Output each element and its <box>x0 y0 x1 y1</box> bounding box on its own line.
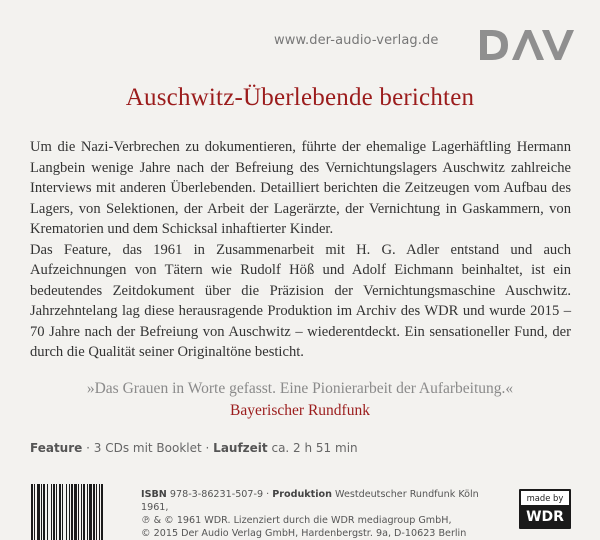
review-source: Bayerischer Rundfunk <box>230 402 370 419</box>
publisher-url[interactable]: www.der-audio-verlag.de <box>274 33 439 48</box>
product-info <box>30 441 575 455</box>
media-info: 3 CDs mit Booklet <box>93 441 202 455</box>
credits-line-3: © 2015 Der Audio Verlag GmbH, Hardenbergstr. 9a, D-10623 Berlin <box>141 528 467 539</box>
dav-logo-icon <box>478 28 574 62</box>
credits <box>141 488 506 540</box>
description <box>30 137 571 363</box>
runtime-label: Laufzeit <box>213 441 268 455</box>
production-value: Westdeutscher Rundfunk Köln 1961, <box>141 489 479 513</box>
page-title: Auschwitz-Überlebende berichten <box>125 84 475 111</box>
separator: · <box>201 441 214 455</box>
made-by-label: made by <box>521 491 569 505</box>
separator: · <box>82 441 94 455</box>
isbn-label: ISBN <box>141 489 167 500</box>
runtime-value: ca. 2 h 51 min <box>267 441 358 455</box>
barcode-icon <box>30 484 110 540</box>
production-label: Produktion <box>272 489 332 500</box>
wdr-logo-text: WDR <box>526 509 564 525</box>
credits-line-1 <box>141 488 506 514</box>
made-by-wdr-badge <box>519 489 571 529</box>
genre-label: Feature <box>30 441 83 455</box>
review-quote: »Das Grauen in Worte gefasst. Eine Pionierarbeit der Aufarbeitung.« <box>86 380 514 397</box>
header <box>0 0 600 74</box>
isbn-value: 978-3-86231-507-9 · <box>166 489 273 500</box>
logo-text: DAV <box>478 28 481 29</box>
description-paragraph-2: Das Feature, das 1961 in Zusammenarbeit mit H. G. Adler entstand und auch Aufzeichnungen von Tätern wie Rudolf Höß und Adolf Eichmann beinhaltet, ist ein bedeutendes Zeitdokument über die Präzision der Vernichtungsmaschine Auschwitz. Jahrzehntelang lag diese herausragende Produktion im Archiv des WDR und wurde 2015 – 70 Jahre nach der Befreiung von Auschwitz – wiederentdeckt. Ein sensationeller Fund, der durch die Qualität seiner Originaltöne besticht. <box>30 241 571 360</box>
description-paragraph-1: Um die Nazi-Verbrechen zu dokumentieren, führte der ehemalige Lagerhäftling Hermann Langbein wenige Jahre nach der Befreiung des Vernichtungslagers Auschwitz zahlreiche Interviews mit anderen Überlebenden. Detailliert berichten die Zeitzeugen vom Aufbau des Lagers, von Selektionen, der Arbeit der Lagerärzte, der Vernichtung in Gaskammern, von Krematorien und dem Schicksal inhaftierter Kinder. <box>30 139 571 237</box>
credits-line-2: ℗ & © 1961 WDR. Lizenziert durch die WDR mediagroup GmbH, <box>141 515 452 526</box>
